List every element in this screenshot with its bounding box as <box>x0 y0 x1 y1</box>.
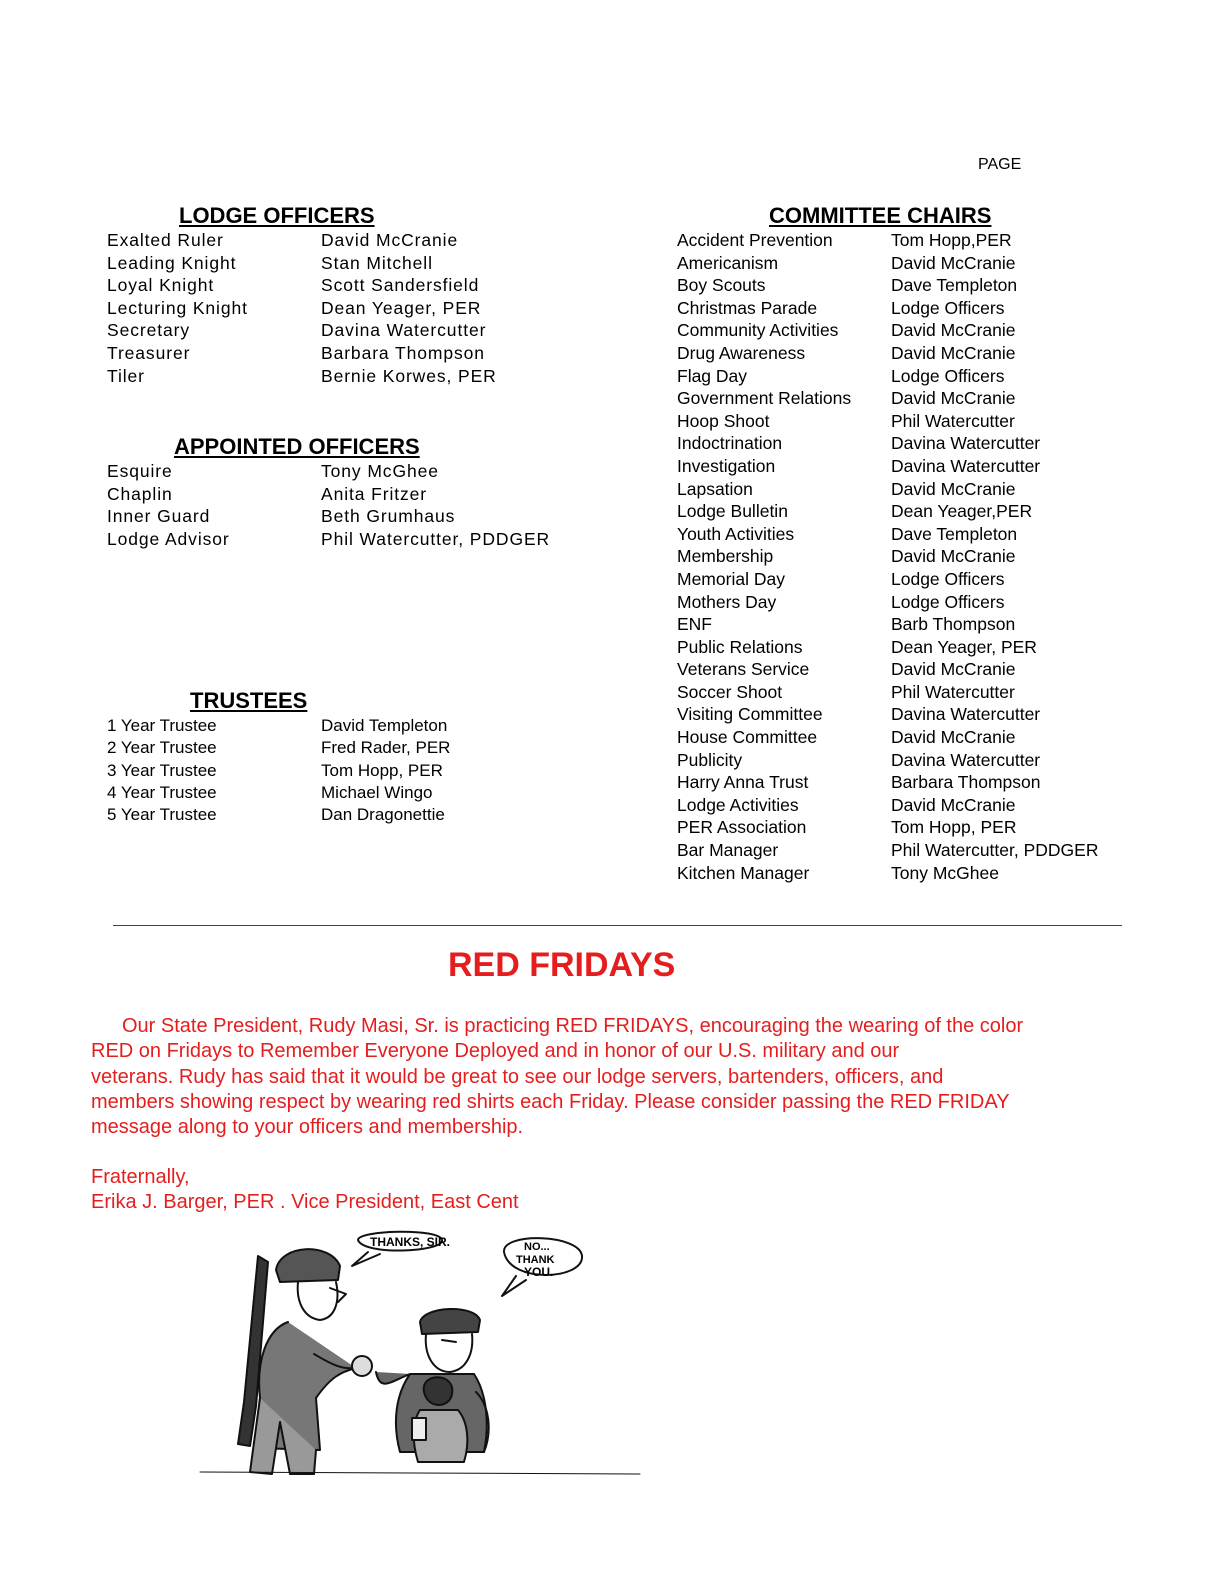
page-label: PAGE <box>978 156 1022 173</box>
committee-chair: Phil Watercutter, PDDGER <box>891 840 1099 861</box>
lodge-officers-heading: LODGE OFFICERS <box>179 203 375 228</box>
committee-name: Boy Scouts <box>677 275 766 296</box>
committee-name: Publicity <box>677 749 743 770</box>
bubble-right-text-1: NO... <box>524 1241 550 1253</box>
officer-title: Chaplin <box>107 483 173 504</box>
committee-chair: Lodge Officers <box>891 297 1005 318</box>
committee-chair: Lodge Officers <box>891 568 1005 589</box>
trustee-title: 5 Year Trustee <box>107 805 217 825</box>
officer-title: Esquire <box>107 461 173 481</box>
committee-chair: Dean Yeager,PER <box>891 501 1033 522</box>
trustee-name: Dan Dragonettie <box>321 805 445 825</box>
paragraph-line: message along to your officers and membership. <box>91 1116 524 1139</box>
committee-name: Flag Day <box>677 365 748 386</box>
officer-name: Scott Sandersfield <box>321 275 480 296</box>
committee-name: Harry Anna Trust <box>677 772 809 793</box>
committee-chair: Tom Hopp,PER <box>891 230 1012 250</box>
committee-name: Hoop Shoot <box>677 410 770 431</box>
committee-name: Mothers Day <box>677 591 777 612</box>
bubble-right-text-3: YOU. <box>524 1265 554 1279</box>
officer-name: David McCranie <box>321 230 459 250</box>
committee-chair: Davina Watercutter <box>891 455 1041 476</box>
committee-name: Indoctrination <box>677 433 783 454</box>
committee-name: Veterans Service <box>677 659 810 680</box>
committee-chair: David McCranie <box>891 727 1016 748</box>
officer-title: Lecturing Knight <box>107 297 248 318</box>
committee-chair: Dave Templeton <box>891 275 1018 296</box>
committee-name: House Committee <box>677 727 818 748</box>
committee-chair: Barbara Thompson <box>891 772 1041 793</box>
paragraph-line: members showing respect by wearing red shirts each Friday. Please consider passing the RED FRIDAY <box>91 1090 1010 1113</box>
committee-chair: David McCranie <box>891 659 1016 680</box>
committee-chair: David McCranie <box>891 320 1016 341</box>
committee-name: Investigation <box>677 455 776 476</box>
signature-block <box>91 1165 519 1215</box>
committee-chair: Davina Watercutter <box>891 704 1041 725</box>
paragraph-line: Our State President, Rudy Masi, Sr. is practicing RED FRIDAYS, encouraging the wearing of the color <box>122 1015 1024 1037</box>
trustee-name: Tom Hopp, PER <box>321 760 443 780</box>
trustee-name: David Templeton <box>321 716 448 735</box>
officer-title: Exalted Ruler <box>107 230 224 250</box>
trustee-title: 1 Year Trustee <box>107 716 217 735</box>
committee-chair: Davina Watercutter <box>891 749 1041 770</box>
officer-name: Phil Watercutter, PDDGER <box>321 528 551 549</box>
committee-chair: Barb Thompson <box>891 614 1016 635</box>
committee-chair: Lodge Officers <box>891 365 1005 386</box>
committee-chairs-heading: COMMITTEE CHAIRS <box>769 203 992 228</box>
committee-name: Americanism <box>677 252 779 273</box>
officer-title: Treasurer <box>107 342 191 363</box>
bubble-left-text: THANKS, SIR. <box>370 1235 451 1249</box>
committee-chair: Phil Watercutter <box>891 410 1015 431</box>
trustee-title: 4 Year Trustee <box>107 782 217 802</box>
committee-name: Government Relations <box>677 388 852 409</box>
committee-name: Youth Activities <box>677 523 795 544</box>
red-fridays-title: RED FRIDAYS <box>448 946 676 984</box>
committee-chair: Dean Yeager, PER <box>891 636 1037 657</box>
trustee-title: 3 Year Trustee <box>107 760 217 780</box>
committee-name: PER Association <box>677 817 807 838</box>
committee-chair: David McCranie <box>891 794 1016 815</box>
committee-name: ENF <box>677 614 712 635</box>
soldier-veteran-cartoon <box>180 1222 660 1480</box>
trustee-name: Fred Rader, PER <box>321 738 451 758</box>
officer-name: Beth Grumhaus <box>321 506 456 527</box>
committee-name: Memorial Day <box>677 568 785 589</box>
officer-name: Anita Fritzer <box>321 483 428 504</box>
appointed-officers-heading: APPOINTED OFFICERS <box>174 434 420 459</box>
committee-name: Christmas Parade <box>677 297 818 318</box>
committee-chair: David McCranie <box>891 546 1016 567</box>
committee-name: Community Activities <box>677 320 839 341</box>
officer-title: Inner Guard <box>107 506 211 527</box>
officer-name: Dean Yeager, PER <box>321 297 482 318</box>
committee-chair: David McCranie <box>891 342 1016 363</box>
paragraph-line: RED on Fridays to Remember Everyone Deployed and in honor of our U.S. military and our <box>91 1040 900 1063</box>
committee-chair: Phil Watercutter <box>891 681 1015 702</box>
committee-name: Public Relations <box>677 636 803 657</box>
committee-name: Visiting Committee <box>677 704 823 725</box>
officer-name: Bernie Korwes, PER <box>321 365 497 386</box>
officer-name: Stan Mitchell <box>321 252 433 273</box>
committee-name: Lodge Activities <box>677 794 799 815</box>
committee-name: Soccer Shoot <box>677 681 783 702</box>
red-fridays-paragraph <box>91 1014 1131 1140</box>
officer-name: Davina Watercutter <box>321 320 487 341</box>
section-divider <box>113 925 1122 926</box>
bubble-right-text-2: THANK <box>516 1254 555 1266</box>
trustee-title: 2 Year Trustee <box>107 738 217 758</box>
officer-title: Lodge Advisor <box>107 528 230 549</box>
committee-name: Kitchen Manager <box>677 862 810 883</box>
officer-name: Barbara Thompson <box>321 342 485 363</box>
committee-chair: Lodge Officers <box>891 591 1005 612</box>
committee-chair: David McCranie <box>891 388 1016 409</box>
committee-name: Drug Awareness <box>677 342 806 363</box>
committee-name: Accident Prevention <box>677 230 833 250</box>
closing: Fraternally, <box>91 1166 190 1188</box>
officer-name: Tony McGhee <box>321 461 439 481</box>
committee-name: Lapsation <box>677 478 753 499</box>
committee-chair: Dave Templeton <box>891 523 1018 544</box>
officer-title: Tiler <box>107 365 145 386</box>
paragraph-line: veterans. Rudy has said that it would be great to see our lodge servers, bartenders, officers, and <box>91 1065 944 1088</box>
trustees-heading: TRUSTEES <box>190 688 308 713</box>
committee-name: Membership <box>677 546 774 567</box>
trustee-name: Michael Wingo <box>321 782 433 802</box>
committee-chair: Tony McGhee <box>891 862 999 883</box>
committee-chair: David McCranie <box>891 252 1016 273</box>
officer-title: Leading Knight <box>107 252 237 273</box>
signature: Erika J. Barger, PER . Vice President, East Cent <box>91 1191 519 1213</box>
committee-name: Lodge Bulletin <box>677 501 788 522</box>
committee-name: Bar Manager <box>677 840 779 861</box>
officer-title: Loyal Knight <box>107 275 215 296</box>
committee-chair: David McCranie <box>891 478 1016 499</box>
committee-chair: Tom Hopp, PER <box>891 817 1017 838</box>
officer-title: Secretary <box>107 320 190 341</box>
committee-chair: Davina Watercutter <box>891 433 1041 454</box>
